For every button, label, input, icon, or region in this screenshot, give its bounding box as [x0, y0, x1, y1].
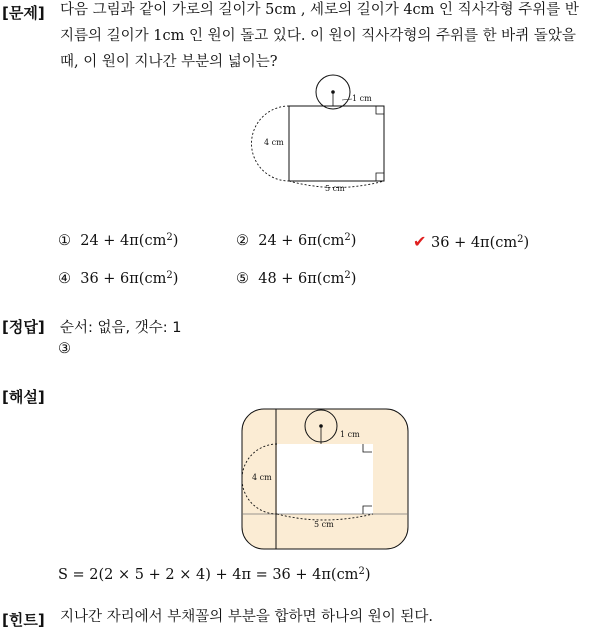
- explanation-formula: [58, 566, 370, 583]
- explanation-label: [해설]: [2, 388, 45, 406]
- option-5-text: 48 + 6π(cm: [258, 271, 345, 287]
- explanation-height-label: 4 cm: [252, 473, 272, 482]
- option-4-close: ): [172, 271, 179, 287]
- option-2-text: 24 + 6π(cm: [258, 233, 345, 249]
- option-5-marker: ⑤: [236, 271, 249, 287]
- checkmark-icon: ✔: [413, 232, 427, 251]
- option-3-sup: 2: [517, 234, 524, 245]
- option-2-marker: ②: [236, 233, 249, 249]
- option-4-sup: 2: [166, 270, 173, 281]
- option-1-sup: 2: [166, 232, 173, 243]
- explanation-width-label: 5 cm: [314, 520, 334, 529]
- formula-sup: 2: [358, 566, 365, 577]
- problem-line-1: 다음 그림과 같이 가로의 길이가 5cm , 세로의 길이가 4cm 인 직사각형 주위를 반: [60, 2, 579, 18]
- width-label: 5 cm: [325, 184, 345, 193]
- problem-line-3: 때, 이 원이 지나간 부분의 넓이는?: [60, 54, 278, 70]
- problem-line-2: 지름의 길이가 1cm 인 원이 돌고 있다. 이 원이 직사각형의 주위를 한 바퀴 돌았을: [60, 28, 576, 44]
- inner-rectangle: [277, 444, 373, 514]
- radius-label: 1 cm: [352, 94, 372, 103]
- option-5-sup: 2: [344, 270, 351, 281]
- option-2-sup: 2: [344, 232, 351, 243]
- answer-label: [정답]: [2, 318, 45, 336]
- hint-text: 지나간 자리에서 부채꼴의 부분을 합하면 하나의 원이 된다.: [60, 609, 434, 625]
- answer-meta: 순서: 없음, 갯수: 1: [60, 320, 182, 336]
- option-2-close: ): [350, 233, 357, 249]
- explanation-radius-label: 1 cm: [340, 430, 360, 439]
- option-1-marker: ①: [58, 233, 71, 249]
- option-3-text: 36 + 4π(cm: [431, 235, 518, 251]
- option-1-text: 24 + 4π(cm: [80, 233, 167, 249]
- option-3-close: ): [523, 235, 530, 251]
- formula-text: S = 2(2 × 5 + 2 × 4) + 4π = 36 + 4π(cm: [58, 567, 359, 583]
- option-4-marker: ④: [58, 271, 71, 287]
- option-4-text: 36 + 6π(cm: [80, 271, 167, 287]
- problem-label: [문제]: [2, 4, 45, 22]
- answer-value: ③: [58, 341, 71, 357]
- option-5-close: ): [350, 271, 357, 287]
- height-label: 4 cm: [264, 138, 284, 147]
- formula-close: ): [364, 567, 371, 583]
- option-1-close: ): [172, 233, 179, 249]
- hint-label: [힌트]: [2, 611, 45, 629]
